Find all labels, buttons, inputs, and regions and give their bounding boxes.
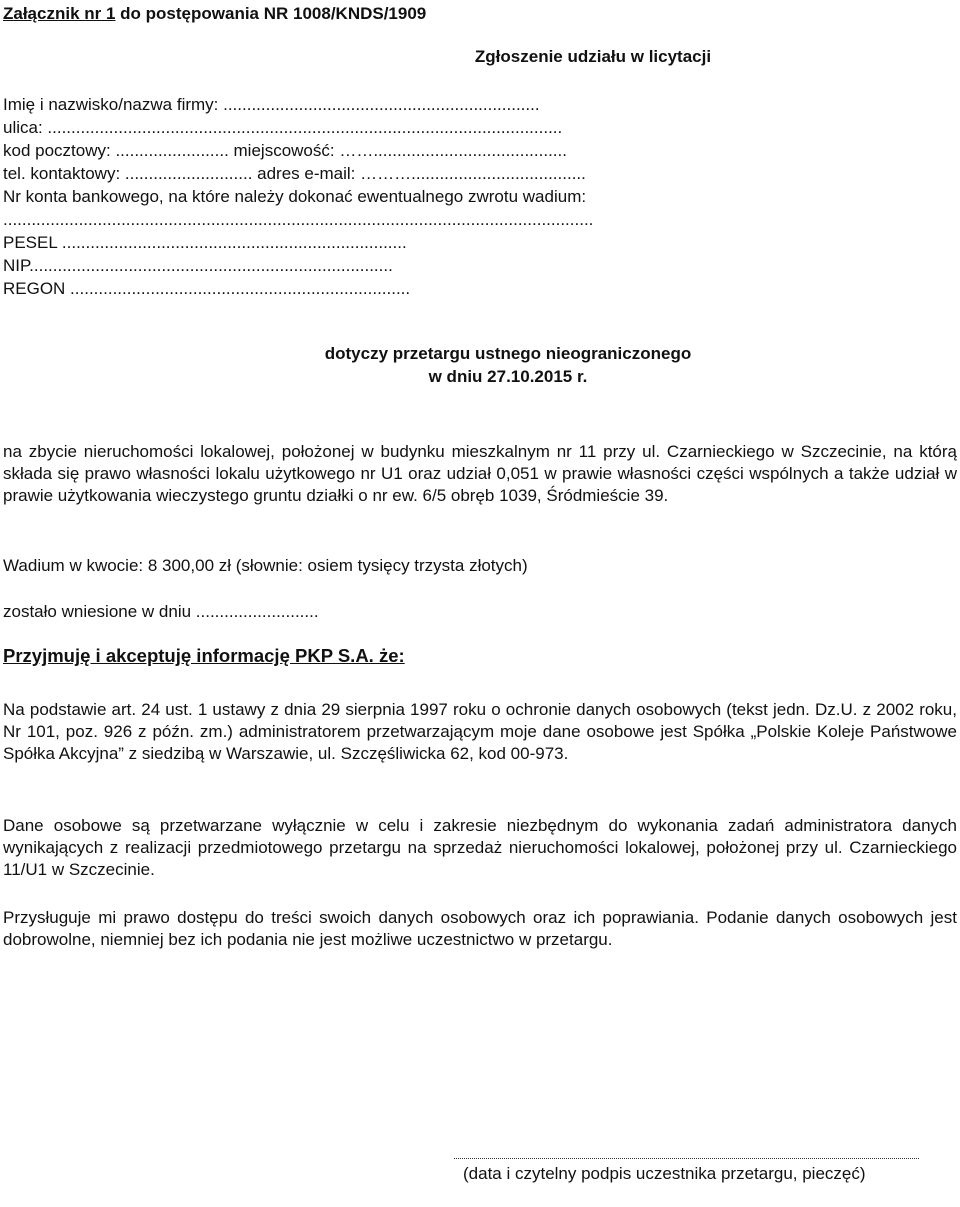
acceptance-heading: Przyjmuję i akceptuję informację PKP S.A. że:: [3, 645, 405, 666]
form-title: Zgłoszenie udziału w licytacji: [474, 47, 712, 66]
attachment-label: Załącznik nr 1: [3, 4, 116, 23]
postal-city-field: kod pocztowy: ........................ miejscowość: …….........................................: [3, 141, 567, 160]
gdpr-paragraph-1: Na podstawie art. 24 ust. 1 ustawy z dnia 29 sierpnia 1997 roku o ochronie danych osobowych (tekst jedn. Dz.U. z 2002 roku, Nr 101, poz. 926 z późn. zm.) administratorem przetwarzającym moje dane osobowe jest Spółka „Polskie Koleje Państwowe Spółka Akcyjna” z siedzibą w Warszawie, ul. Szczęśliwicka 62, kod 00-973.: [3, 700, 957, 763]
property-description: na zbycie nieruchomości lokalowej, położonej w budynku mieszkalnym nr 11 przy ul. Czarnieckiego w Szczecinie, na którą składa się prawo własności lokalu użytkowego nr U1 oraz udział 0,051 w prawie własności części wspólnych a także udział w prawie użytkowania wieczystego gruntu działki o nr ew. 6/5 obręb 1039, Śródmieście 39.: [3, 442, 957, 505]
phone-email-field: tel. kontaktowy: ........................... adres e-mail: ……….....................................: [3, 164, 586, 183]
bank-account-field: .............................................................................................................................: [3, 210, 594, 229]
attachment-reference: do postępowania NR 1008/KNDS/1909: [115, 4, 427, 23]
regon-field: REGON ........................................................................: [3, 279, 411, 298]
gdpr-paragraph-3: Przysługuje mi prawo dostępu do treści swoich danych osobowych oraz ich poprawiania. Podanie danych osobowych jest dobrowolne, niemniej bez ich podania nie jest możliwe uczestnictwo w przetargu.: [3, 908, 957, 949]
nip-field: NIP.............................................................................: [3, 256, 393, 275]
name-field: Imię i nazwisko/nazwa firmy: ...................................................................: [3, 95, 540, 114]
street-field: ulica: .............................................................................................................: [3, 118, 563, 137]
deposit-amount: Wadium w kwocie: 8 300,00 zł (słownie: osiem tysięcy trzysta złotych): [3, 556, 528, 575]
tender-subject-line1: dotyczy przetargu ustnego nieograniczonego: [324, 344, 692, 363]
signature-line: [454, 1158, 919, 1159]
pesel-field: PESEL .........................................................................: [3, 233, 407, 252]
deposit-date: zostało wniesione w dniu ..........................: [3, 602, 319, 621]
attachment-header: [3, 4, 426, 24]
gdpr-paragraph-2: Dane osobowe są przetwarzane wyłącznie w celu i zakresie niezbędnym do wykonania zadań administratora danych wynikających z realizacji przedmiotowego przetargu na sprzedaż nieruchomości lokalowej, położonej przy ul. Czarnieckiego 11/U1 w Szczecinie.: [3, 816, 957, 879]
bank-account-label: Nr konta bankowego, na które należy dokonać ewentualnego zwrotu wadium:: [3, 187, 587, 206]
tender-date-line: w dniu 27.10.2015 r.: [428, 367, 588, 386]
signature-caption: (data i czytelny podpis uczestnika przetargu, pieczęć): [463, 1164, 866, 1183]
